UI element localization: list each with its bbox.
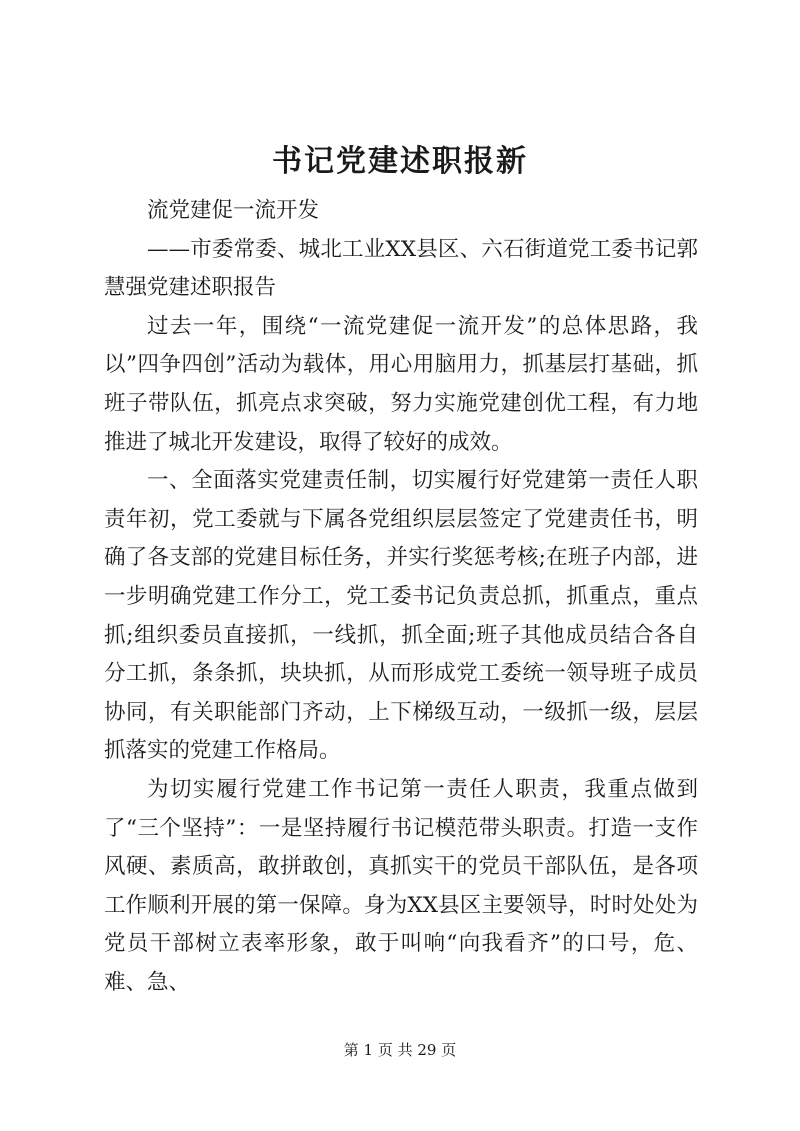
- paragraph-three-persistences: 为切实履行党建工作书记第一责任人职责，我重点做到了“三个坚持”：一是坚持履行书记模范带头职责。打造一支作风硬、素质高，敢拼敢创，真抓实干的党员干部队伍，是各项工作顺利开展的第一保障。身为XX县区主要领导，时时处处为党员干部树立表率形象，敢于叫响“向我看齐”的口号，危、难、急、: [104, 776, 698, 995]
- document-body: [104, 192, 698, 1002]
- paragraph-intro: 过去一年，围绕“一流党建促一流开发”的总体思路，我以”四争四创”活动为载体，用心用脑用力，抓基层打基础，抓班子带队伍，抓亮点求突破，努力实施党建创优工程，有力地推进了城北开发建设，取得了较好的成效。: [104, 313, 698, 455]
- paragraph-byline: ——市委常委、城北工业XX县区、六石街道党工委书记郭慧强党建述职报告: [104, 236, 698, 301]
- paragraph-section-one: 一、全面落实党建责任制，切实履行好党建第一责任人职责年初，党工委就与下属各党组织层层签定了党建责任书，明确了各支部的党建目标任务，并实行奖惩考核;在班子内部，进一步明确党建工作分工，党工委书记负责总抓，抓重点，重点抓;组织委员直接抓，一线抓，抓全面;班子其他成员结合各自分工抓，条条抓，块块抓，从而形成党工委统一领导班子成员协同，有关职能部门齐动，上下梯级互动，一级抓一级，层层抓落实的党建工作格局。: [104, 468, 698, 764]
- paragraph-subtitle: 流党建促一流开发: [147, 198, 320, 223]
- document-title: 书记党建述职报新: [272, 144, 528, 179]
- page-number-footer: 第 1 页 共 29 页: [343, 1041, 457, 1059]
